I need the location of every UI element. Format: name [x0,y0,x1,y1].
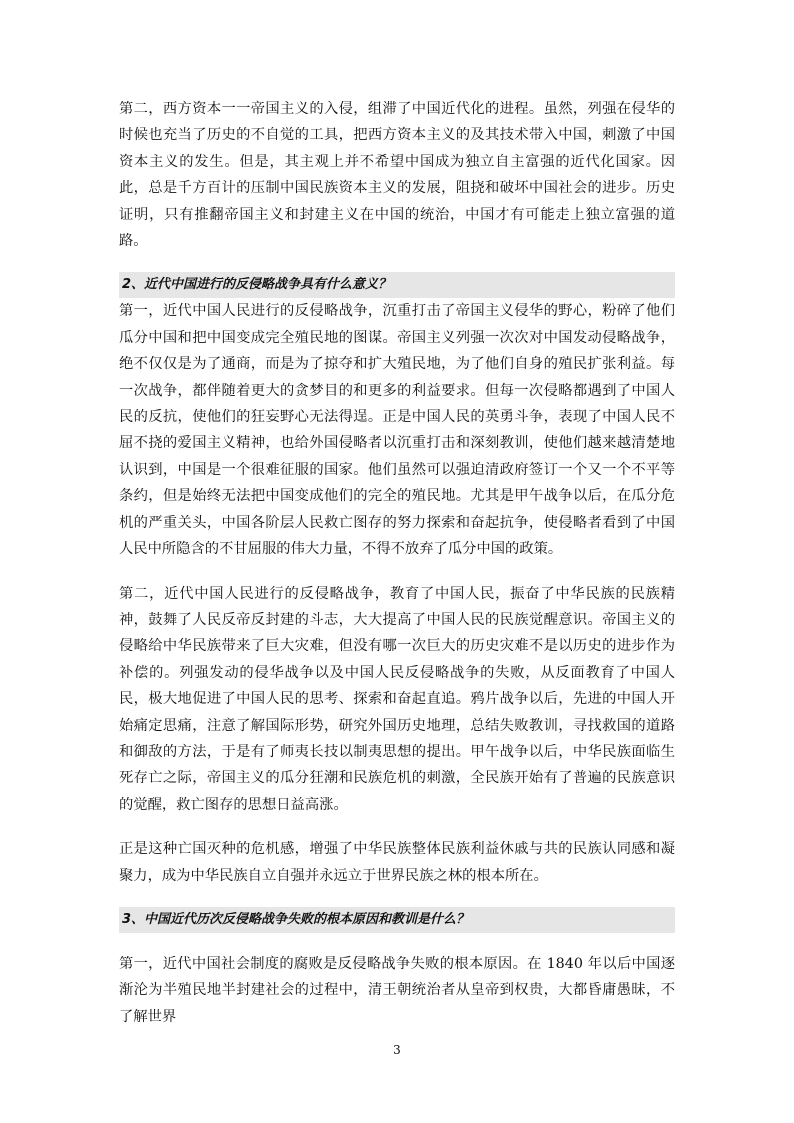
paragraph-5: 第一，近代中国社会制度的腐败是反侵略战争失败的根本原因。在 1840 年以后中国逐渐沦为半殖民地半封建社会的过程中，清王朝统治者从皇帝到权贵，大都昏庸愚昧，不了解世界 [119,955,675,1025]
paragraph-1: 第二，西方资本一一帝国主义的入侵，组滞了中国近代化的进程。虽然，列强在侵华的时候也充当了历史的不自觉的工具，把西方资本主义的及其技术带入中国，刺激了中国资本主义的发生。但是，其主观上并不希望中国成为独立自主富强的近代化国家。因此，总是千方百计的压制中国民族资本主义的发展，阻挠和破坏中国社会的进步。历史证明，只有推翻帝国主义和封建主义在中国的统治，中国才有可能走上独立富强的道路。 [119,101,675,250]
section-heading-3: 3、中国近代历次反侵略战争失败的根本原因和教训是什么？ [119,907,675,933]
paragraph-4: 正是这种亡国灭种的危机感，增强了中华民族整体民族利益休戚与共的民族认同感和凝聚力，成为中华民族自立自强并永远立于世界民族之林的根本所在。 [119,841,675,884]
paragraph-gap [119,889,675,907]
paragraph-gap [119,254,675,272]
paragraph-gap [119,563,675,581]
document-body [119,96,675,1030]
paragraph-gap [119,818,675,836]
paragraph-3: 第二，近代中国人民进行的反侵略战争，教育了中国人民，振奋了中华民族的民族精神，鼓舞了人民反帝反封建的斗志，大大提高了中国人民的民族觉醒意识。帝国主义的侵略给中华民族带来了巨大灾难，但没有哪一次巨大的历史灾难不是以历史的进步作为补偿的。列强发动的侵华战争以及中国人民反侵略战争的失败，从反面教育了中国人民，极大地促进了中国人民的思考、探索和奋起直追。鸦片战争以后，先进的中国人开始痛定思痛，注意了解国际形势，研究外国历史地理，总结失败教训，寻找救国的道路和御敌的方法，于是有了师夷长技以制夷思想的提出。甲午战争以后，中华民族面临生死存亡之际，帝国主义的瓜分狂潮和民族危机的刺激，全民族开始有了普遍的民族意识的觉醒，救亡图存的思想日益高涨。 [119,585,675,813]
page-number: 3 [393,1043,401,1057]
paragraph-2: 第一，近代中国人民进行的反侵略战争，沉重打击了帝国主义侵华的野心，粉碎了他们瓜分中国和把中国变成完全殖民地的图谋。帝国主义列强一次次对中国发动侵略战争，绝不仅仅是为了通商，而是为了掠夺和扩大殖民地，为了他们自身的殖民扩张利益。每一次战争，都伴随着更大的贪梦目的和更多的利益要求。但每一次侵略都遇到了中国人民的反抗，使他们的狂妄野心无法得逞。正是中国人民的英勇斗争，表现了中国人民不屈不挠的爱国主义精神，也给外国侵略者以沉重打击和深刻教训，使他们越来越清楚地认识到，中国是一个很难征服的国家。他们虽然可以强迫清政府签订一个又一个不平等条约，但是始终无法把中国变成他们的完全的殖民地。尤其是甲午战争以后，在瓜分危机的严重关头，中国各阶层人民救亡图存的努力探索和奋起抗争，使侵略者看到了中国人民中所隐含的不甘屈服的伟大力量，不得不放弃了瓜分中国的政策。 [119,303,675,558]
paragraph-gap [119,933,675,951]
section-heading-2: 2、近代中国进行的反侵略战争具有什么意义？ [119,272,675,298]
